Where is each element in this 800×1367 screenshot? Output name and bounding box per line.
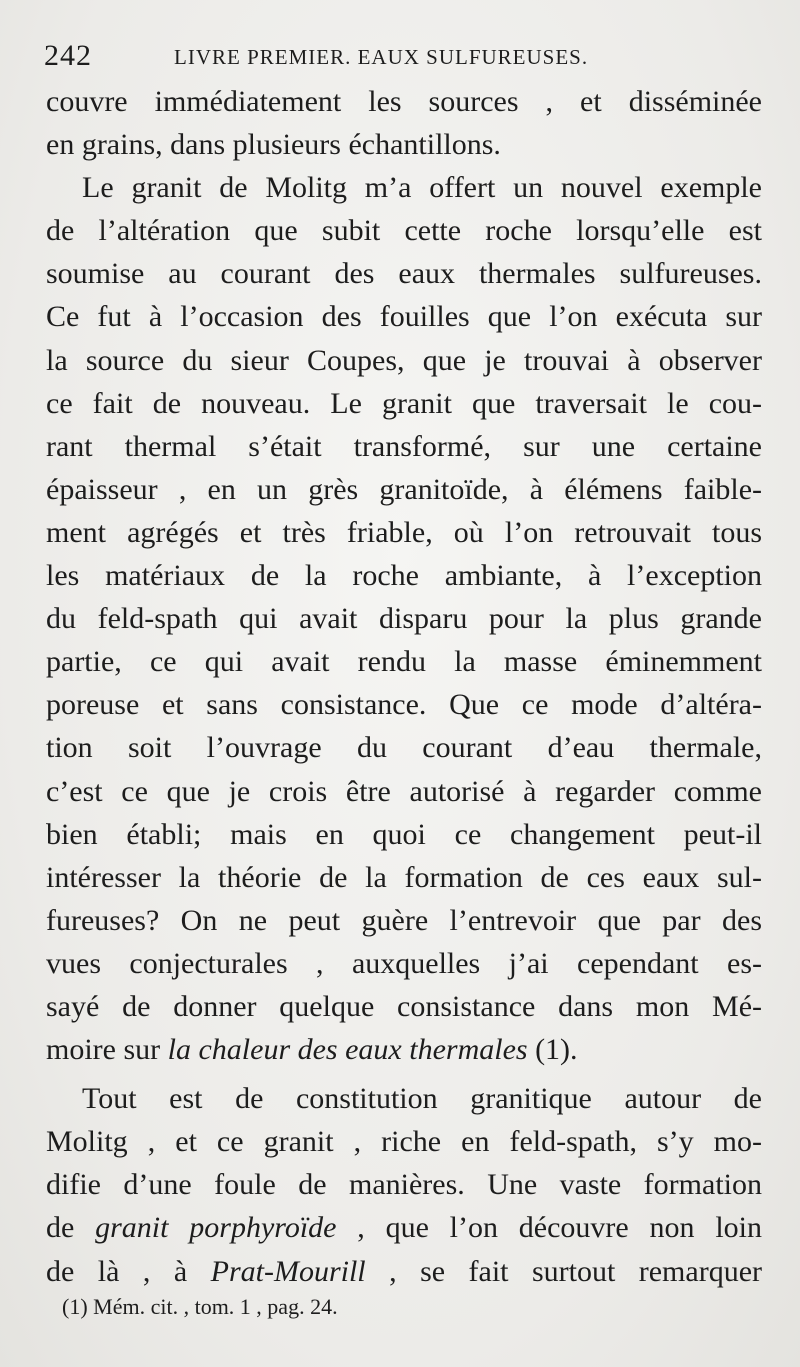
text-line: Molitg , et ce granit , riche en feld-spath, s’y mo- xyxy=(46,1125,762,1159)
text-line: sayé de donner quelque consistance dans mon Mé- xyxy=(46,989,762,1023)
text-line: Tout est de constitution granitique autour de xyxy=(82,1082,762,1116)
text-line: c’est ce que je crois être autorisé à regarder comme xyxy=(46,774,762,808)
text-line: tion soit l’ouvrage du courant d’eau thermale, xyxy=(46,731,762,765)
text-line: en grains, dans plusieurs échantillons. xyxy=(46,128,501,162)
text-line: bien établi; mais en quoi ce changement peut-il xyxy=(46,817,762,851)
text-line: Ce fut à l’occasion des fouilles que l’on exécuta sur xyxy=(46,300,762,334)
text-line: les matériaux de la roche ambiante, à l’exception xyxy=(46,559,762,593)
text-line: du feld-spath qui avait disparu pour la plus grande xyxy=(46,602,762,636)
body-text xyxy=(46,80,762,1293)
text-line: couvre immédiatement les sources , et disséminée xyxy=(46,85,762,118)
text-line: ment agrégés et très friable, où l’on retrouvait tous xyxy=(46,515,762,549)
text-line: de l’altération que subit cette roche lorsqu’elle est xyxy=(46,214,762,248)
text-line: partie, ce qui avait rendu la masse éminemment xyxy=(46,645,762,679)
text-line: épaisseur , en un grès granitoïde, à élémens faible- xyxy=(46,472,762,506)
text-line: rant thermal s’était transformé, sur une certaine xyxy=(46,429,762,463)
text-line: de là , à Prat-Mourill , se fait surtout remarquer xyxy=(46,1254,763,1288)
running-head: LIVRE PREMIER. EAUX SULFUREUSES. xyxy=(174,45,589,69)
text-line: poreuse et sans consistance. Que ce mode d’altéra- xyxy=(46,688,762,722)
text-line: ce fait de nouveau. Le granit que traversait le cou- xyxy=(46,386,762,420)
paragraph-2 xyxy=(46,166,762,1071)
text-line: soumise au courant des eaux thermales sulfureuses. xyxy=(46,257,762,291)
text-line: moire sur la chaleur des eaux thermales (1). xyxy=(46,1033,578,1067)
italic-place: Prat-Mourill xyxy=(210,1254,366,1288)
text-line: intéresser la théorie de la formation de ces eaux sul- xyxy=(46,860,762,894)
footnote: (1) Mém. cit. , tom. 1 , pag. 24. xyxy=(62,1294,338,1319)
paragraph-1 xyxy=(46,80,762,166)
italic-term: granit porphyroïde xyxy=(95,1211,337,1245)
text-line: Le granit de Molitg m’a offert un nouvel exemple xyxy=(82,171,762,205)
text-line: la source du sieur Coupes, que je trouvai à observer xyxy=(46,343,762,377)
paragraph-3 xyxy=(46,1077,762,1292)
text-line: difie d’une foule de manières. Une vaste formation xyxy=(46,1168,762,1202)
page-number: 242 xyxy=(44,39,92,72)
text-line: vues conjecturales , auxquelles j’ai cependant es- xyxy=(46,946,762,980)
text-line: fureuses? On ne peut guère l’entrevoir que par des xyxy=(46,903,762,937)
text-line: de granit porphyroïde , que l’on découvre non loin xyxy=(46,1211,762,1245)
italic-title: la chaleur des eaux thermales xyxy=(167,1033,528,1067)
page-header xyxy=(44,38,760,74)
